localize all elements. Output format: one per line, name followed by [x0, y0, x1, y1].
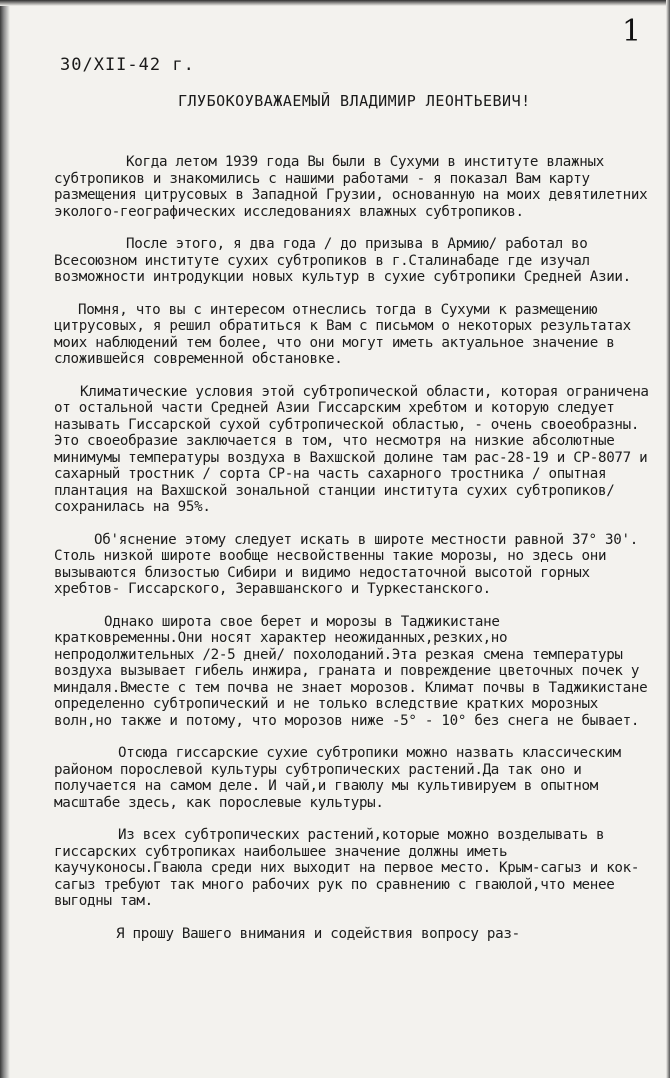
page-number: 1 [622, 14, 642, 49]
paragraph-sukhumi-visit: Когда летом 1939 года Вы были в Сухуми в институте влажных субтропиков и знакомились с нашими работами - я показал Вам карту размещения цитрусовых в Западной Грузии, основанную на моих девятилетних эколого-географических исследованиях влажных субтропиков. [54, 154, 648, 220]
paragraph-climate-conditions: Климатические условия этой субтропической области, которая ограничена от остальной части Средней Азии Гиссарским хребтом и которую следует называть Гиссарской сухой субтропической областью, - очень своеобразны. Это своеобразие заключается в том, что несмотря на низкие абсолютные минимумы температуры воздуха в Вахшской долине там рас-28-19 и СР-8077 и сахарный тростник / сорта СР-на часть сахарного тростника / опытная плантация на Вахшской зональной станции института сухих субтропиков/ сохранилась на 95%. [54, 383, 649, 515]
paragraph-coppice-culture: Отсюда гиссарские сухие субтропики можно назвать классическим районом порослевой культуры субтропических растений.Да так оно и получается на самом деле. И чай,и гваюлу мы культивируем в опытном масштабе здесь, как порослевые культуры. [54, 745, 621, 811]
paragraph-short-frosts: Однако широта свое берет и морозы в Таджикистане кратковременны.Они носят характер неожиданных,резких,но непродолжительных /2-5 дней/ похолоданий.Эта резкая смена температуры воздуха вызывает гибель инжира, граната и повреждение цветочных почек у миндаля.Вместе с тем почва не знает морозов. Климат почвы в Таджикистане определенно субтропический и не только вследствие кратких морозных волн,но также и потому, что морозов ниже -5° - 10° без снега не бывает. [54, 613, 648, 729]
page-shadow-left [0, 0, 10, 1078]
letter-date: 30/XII-42 г. [60, 55, 195, 75]
paragraph-rubber-plants: Из всех субтропических растений,которые можно возделывать в гиссарских субтропиках наибольшее значение должны иметь каучуконосы.Гваюла среди них выходит на первое место. Крым-сагыз и кок-сагыз требуют так много рабочих рук по сравнению с гваюлой,что менее выгодны там. [54, 827, 640, 909]
paragraph-latitude-explanation: Об'яснение этому следует искать в широте местности равной 37° 30'. Столь низкой широте вообще несвойственны такие морозы, но здесь они вызываются близостью Сибири и видимо недостаточной высотой горных хребтов- Гиссарского, Зеравшанского и Туркестанского. [54, 531, 638, 597]
salutation: ГЛУБОКОУВАЖАЕМЫЙ ВЛАДИМИР ЛЕОНТЬЕВИЧ! [178, 92, 531, 110]
page-shadow-right [666, 0, 670, 1078]
paragraph-request: Я прошу Вашего внимания и содействия вопросу раз- [116, 925, 520, 942]
paragraph-purpose-of-letter: Помня, что вы с интересом отнеслись тогда в Сухуми к размещению цитрусовых, я решил обратиться к Вам с письмом о некоторых результатах моих наблюдений тем более, что они могут иметь актуальное значение в сложившейся современной обстановке. [54, 301, 631, 367]
paragraph-stalinabad-work: После этого, я два года / до призыва в Армию/ работал во Всесоюзном институте сухих субтропиков в г.Сталинабаде где изучал возможности интродукции новых культур в сухие субтропики Средней Азии. [54, 236, 631, 285]
letter-body [54, 154, 654, 958]
page-shadow-top [0, 0, 670, 6]
